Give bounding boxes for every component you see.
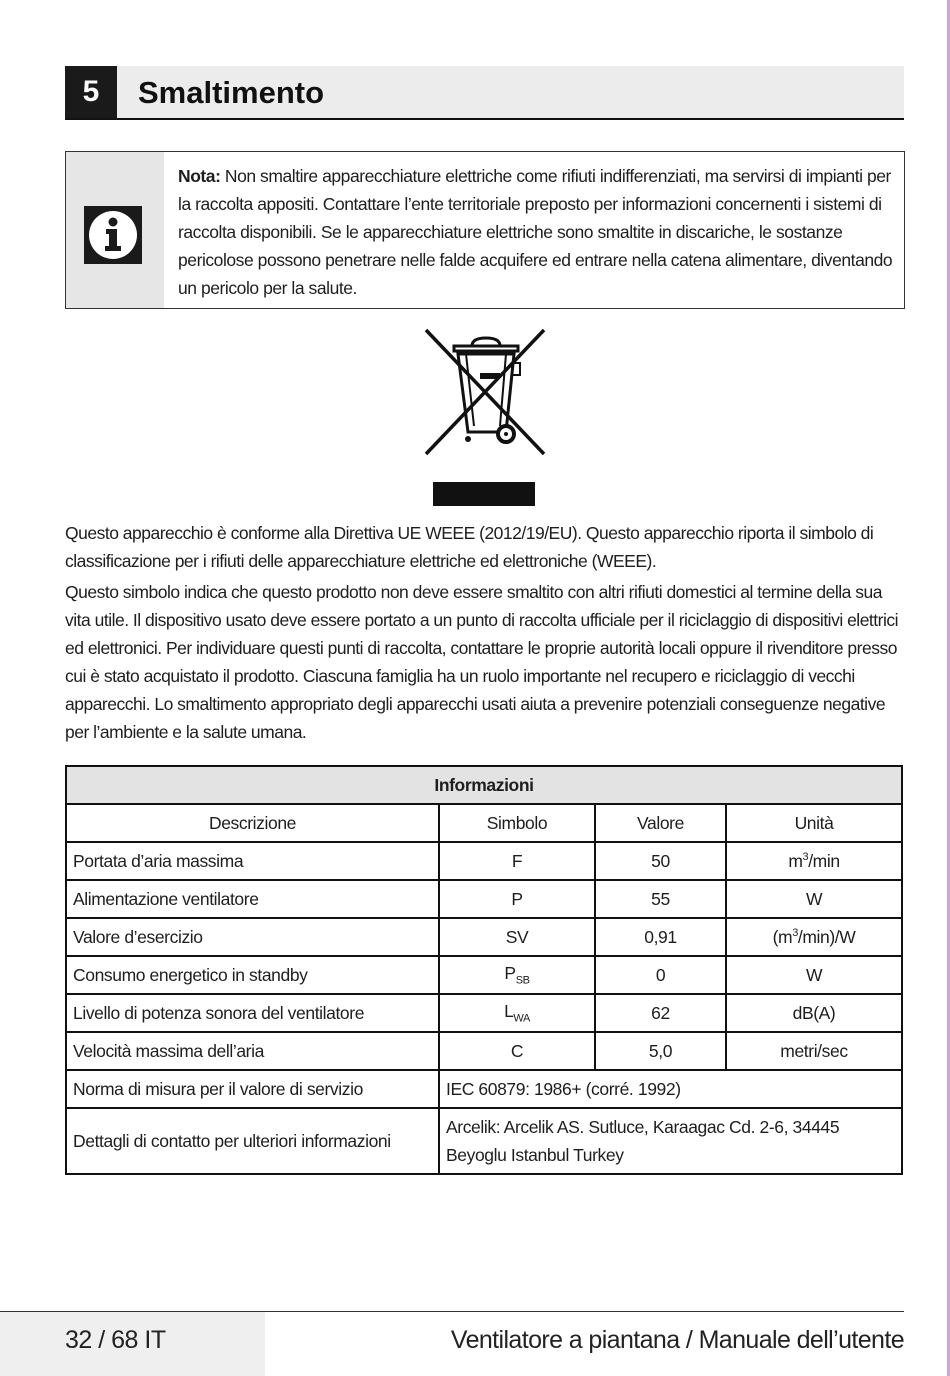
row-unit: dB(A) — [726, 994, 902, 1032]
row-value: 5,0 — [595, 1032, 726, 1070]
note-body: Non smaltire apparecchiature elettriche come rifiuti indifferenziati, ma servirsi di impianti per la raccolta appositi. Contattare l’ente territoriale preposto per informazioni concernenti i sistemi di raccolta disponibili. Se le apparecchiature elettriche sono smaltite in discariche, le sostanze pericolose possono penetrare nelle falde acquifere ed entrare nella catena alimentare, diventando un pericolo per la salute. — [178, 166, 893, 298]
row-value: 0,91 — [595, 918, 726, 956]
section-number: 5 — [65, 66, 117, 118]
row-description: Valore d’esercizio — [66, 918, 439, 956]
table-row — [66, 1032, 902, 1070]
row-unit: W — [726, 880, 902, 918]
table-title-row — [66, 766, 902, 804]
table-row — [66, 842, 902, 880]
row-unit: $(m^3/\min)/W$ — [726, 918, 902, 956]
info-icon — [84, 206, 142, 264]
table-row — [66, 918, 902, 956]
document-title: Ventilatore a piantana / Manuale dell’utente — [450, 1326, 904, 1354]
table-header-row — [66, 804, 902, 842]
note-box — [65, 151, 905, 309]
header-simbolo: Simbolo — [439, 804, 595, 842]
standard-value: IEC 60879: 1986+ (corré. 1992) — [439, 1070, 902, 1108]
row-value: 55 — [595, 880, 726, 918]
table-row-standard — [66, 1070, 902, 1108]
table-row — [66, 956, 902, 994]
note-icon-column — [66, 152, 164, 308]
contact-value: Arcelik: Arcelik AS. Sutluce, Karaagac Cd. 2-6, 34445 Beyoglu Istanbul Turkey — [439, 1108, 902, 1174]
row-unit: $m^3/\min$ — [726, 842, 902, 880]
note-text — [178, 162, 898, 302]
row-description: Consumo energetico in standby — [66, 956, 439, 994]
disposal-paragraph: Questo simbolo indica che questo prodotto non deve essere smaltito con altri rifiuti domestici al termine della sua vita utile. Il dispositivo usato deve essere portato a un punto di raccolta ufficiale per il riciclaggio di dispositivi elettrici ed elettronici. Per individuare questi punti di raccolta, contattare le proprie autorità locali oppure il rivenditore presso cui è stato acquistato il prodotto. Ciascuna famiglia ha un ruolo importante nel recupero e riciclaggio di vecchi apparecchi. Lo smaltimento appropriato degli apparecchi usati aiuta a prevenire potenziali conseguenze negative per l’ambiente e la salute umana. — [65, 582, 898, 742]
contact-label: Dettagli di contatto per ulteriori informazioni — [66, 1108, 439, 1174]
note-label: Nota: — [178, 166, 221, 186]
row-description: Livello di potenza sonora del ventilatore — [66, 994, 439, 1032]
row-description: Alimentazione ventilatore — [66, 880, 439, 918]
row-symbol: P — [439, 880, 595, 918]
section-title: Smaltimento — [138, 75, 325, 110]
table-row — [66, 880, 902, 918]
row-unit: metri/sec — [726, 1032, 902, 1070]
row-description: Velocità massima dell’aria — [66, 1032, 439, 1070]
row-description: Portata d’aria massima — [66, 842, 439, 880]
row-symbol: F — [439, 842, 595, 880]
crossed-out-wheelie-bin-icon — [420, 328, 550, 508]
row-value: 0 — [595, 956, 726, 994]
row-value: 62 — [595, 994, 726, 1032]
row-value: 50 — [595, 842, 726, 880]
row-symbol: SV — [439, 918, 595, 956]
table-row — [66, 994, 902, 1032]
standard-label: Norma di misura per il valore di servizio — [66, 1070, 439, 1108]
table-title: Informazioni — [66, 766, 902, 804]
weee-conformity-paragraph: Questo apparecchio è conforme alla Direttiva UE WEEE (2012/19/EU). Questo apparecchio riporta il simbolo di classificazione per i rifiuti delle apparecchiature elettriche ed elettroniche (WEEE). — [65, 523, 874, 571]
page-number: 32 / 68 IT — [65, 1326, 166, 1354]
header-descrizione: Descrizione — [66, 804, 439, 842]
row-unit: W — [726, 956, 902, 994]
table-row-contact — [66, 1108, 902, 1174]
section-header — [65, 66, 904, 120]
row-symbol: $P_{SB}$ — [439, 956, 595, 994]
header-unita: Unità — [726, 804, 902, 842]
row-symbol: C — [439, 1032, 595, 1070]
header-valore: Valore — [595, 804, 726, 842]
row-symbol: $L_{WA}$ — [439, 994, 595, 1032]
info-table — [65, 765, 903, 1175]
